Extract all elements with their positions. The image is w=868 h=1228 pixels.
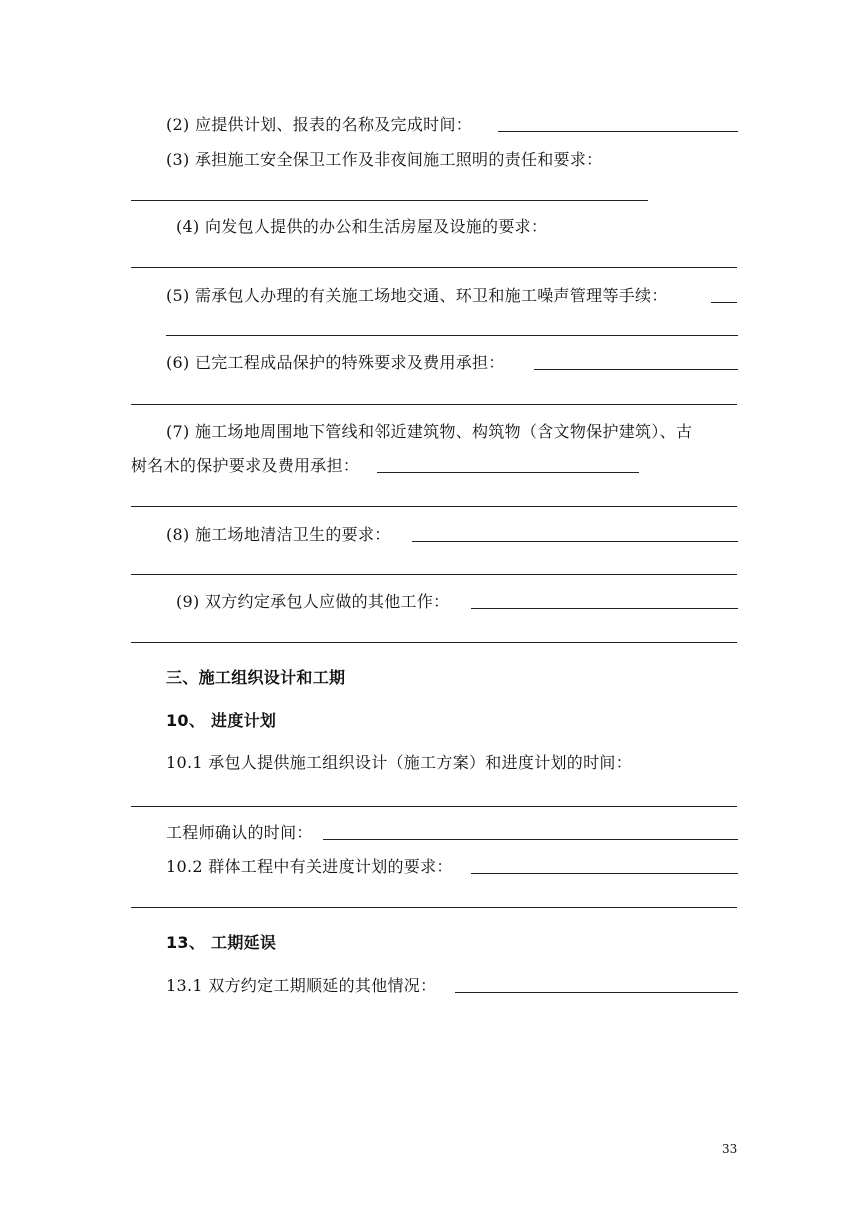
clause-10-2-blank[interactable] — [131, 907, 737, 908]
engineer-confirm-blank[interactable] — [323, 839, 738, 840]
item-7-text-line1: (7) 施工场地周围地下管线和邻近建筑物、构筑物（含文物保护建筑）、古 — [166, 422, 693, 441]
item-9-blank[interactable] — [131, 642, 737, 643]
item-5-text: (5) 需承包人办理的有关施工场地交通、环卫和施工噪声管理等手续： — [166, 286, 668, 305]
section-3-heading: 三、施工组织设计和工期 — [166, 668, 346, 687]
item-9-text: (9) 双方约定承包人应做的其他工作： — [176, 592, 450, 611]
item-6-blank[interactable] — [131, 404, 737, 405]
item-2-text: (2) 应提供计划、报表的名称及完成时间： — [166, 115, 473, 134]
item-8-blank[interactable] — [131, 574, 737, 575]
clause-13-1-text: 13.1 双方约定工期顺延的其他情况： — [166, 976, 437, 995]
engineer-confirm-text: 工程师确认的时间： — [166, 823, 313, 842]
clause-10-1-text: 10.1 承包人提供施工组织设计（施工方案）和进度计划的时间： — [166, 753, 633, 772]
item-7-blank[interactable] — [131, 506, 737, 507]
clause-10-heading: 10、 进度计划 — [166, 711, 277, 730]
clause-13-1-blank[interactable] — [455, 992, 738, 993]
item-8-text: (8) 施工场地清洁卫生的要求： — [166, 525, 391, 544]
item-6-blank-inline[interactable] — [534, 369, 738, 370]
item-4-text: (4) 向发包人提供的办公和生活房屋及设施的要求： — [176, 217, 548, 236]
item-5-blank[interactable] — [166, 335, 738, 336]
item-8-blank-inline[interactable] — [412, 541, 738, 542]
item-2-blank[interactable] — [498, 131, 738, 132]
clause-10-2-blank-inline[interactable] — [471, 873, 738, 874]
item-4-blank[interactable] — [131, 267, 737, 268]
item-3-text: (3) 承担施工安全保卫工作及非夜间施工照明的责任和要求： — [166, 150, 603, 169]
clause-13-heading: 13、 工期延误 — [166, 933, 277, 952]
item-3-blank[interactable] — [131, 200, 648, 201]
item-7-text-line2: 树名木的保护要求及费用承担： — [131, 456, 360, 475]
clause-10-2-text: 10.2 群体工程中有关进度计划的要求： — [166, 857, 453, 876]
item-6-text: (6) 已完工程成品保护的特殊要求及费用承担： — [166, 353, 505, 372]
clause-10-1-blank[interactable] — [131, 806, 737, 807]
item-7-blank-inline[interactable] — [377, 472, 639, 473]
item-9-blank-inline[interactable] — [471, 608, 738, 609]
page-number: 33 — [722, 1142, 738, 1156]
item-5-blank-inline[interactable] — [711, 302, 737, 303]
